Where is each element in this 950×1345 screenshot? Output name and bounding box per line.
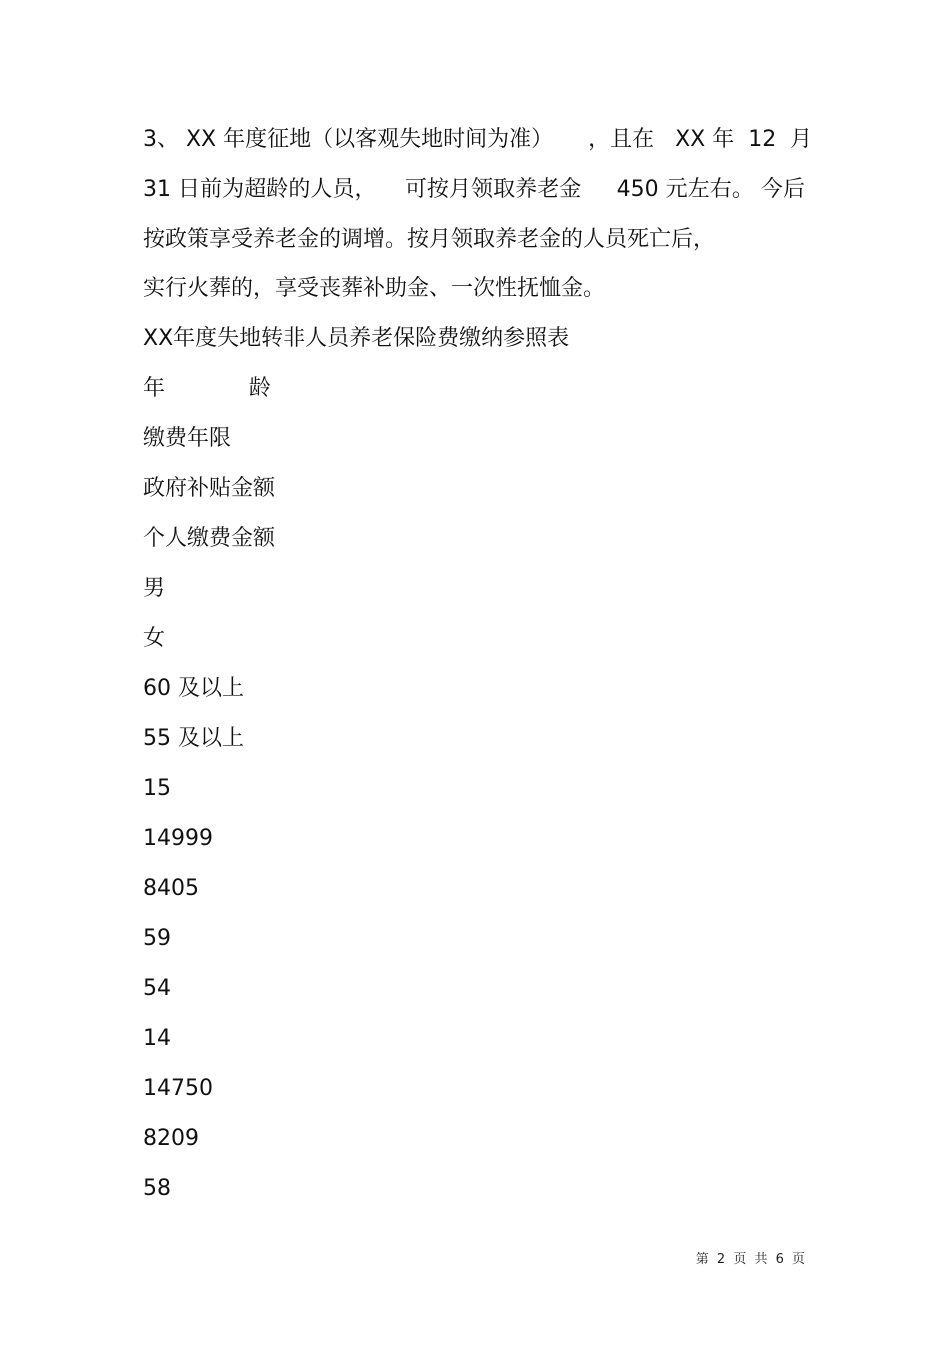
table-cell: 59 [143,926,171,951]
paragraph-line-4: 实行火葬的，享受丧葬补助金、一次性抚恤金。 [143,276,606,301]
table-cell-male-header: 男 [143,576,166,601]
table-cell: 14750 [143,1076,213,1101]
table-cell: 8209 [143,1126,199,1151]
table-cell: 14 [143,1026,171,1051]
paragraph-line-1: 3、 XX 年度征地（以客观失地时间为准） ，且在 XX 年 12 月 [143,127,813,152]
table-cell: 8405 [143,876,199,901]
table-cell: 14999 [143,826,213,851]
table-cell: 55 及以上 [143,726,244,751]
page-number-footer: 第 2 页 共 6 页 [695,1252,807,1267]
table-cell-female-header: 女 [143,626,166,651]
table-cell-age-header: 年 龄 [143,376,271,401]
table-cell-personal-payment-header: 个人缴费金额 [143,526,276,551]
table-title: XX年度失地转非人员养老保险费缴纳参照表 [143,326,570,351]
table-cell: 15 [143,776,171,801]
table-cell-payment-years-header: 缴费年限 [143,426,232,451]
table-cell: 54 [143,976,171,1001]
table-cell-gov-subsidy-header: 政府补贴金额 [143,476,276,501]
paragraph-line-2: 31 日前为超龄的人员， 可按月领取养老金 450 元左右。 今后 [143,177,805,202]
table-cell: 58 [143,1176,171,1201]
paragraph-line-3: 按政策享受养老金的调增。按月领取养老金的人员死亡后， [143,227,716,252]
table-cell: 60 及以上 [143,676,244,701]
